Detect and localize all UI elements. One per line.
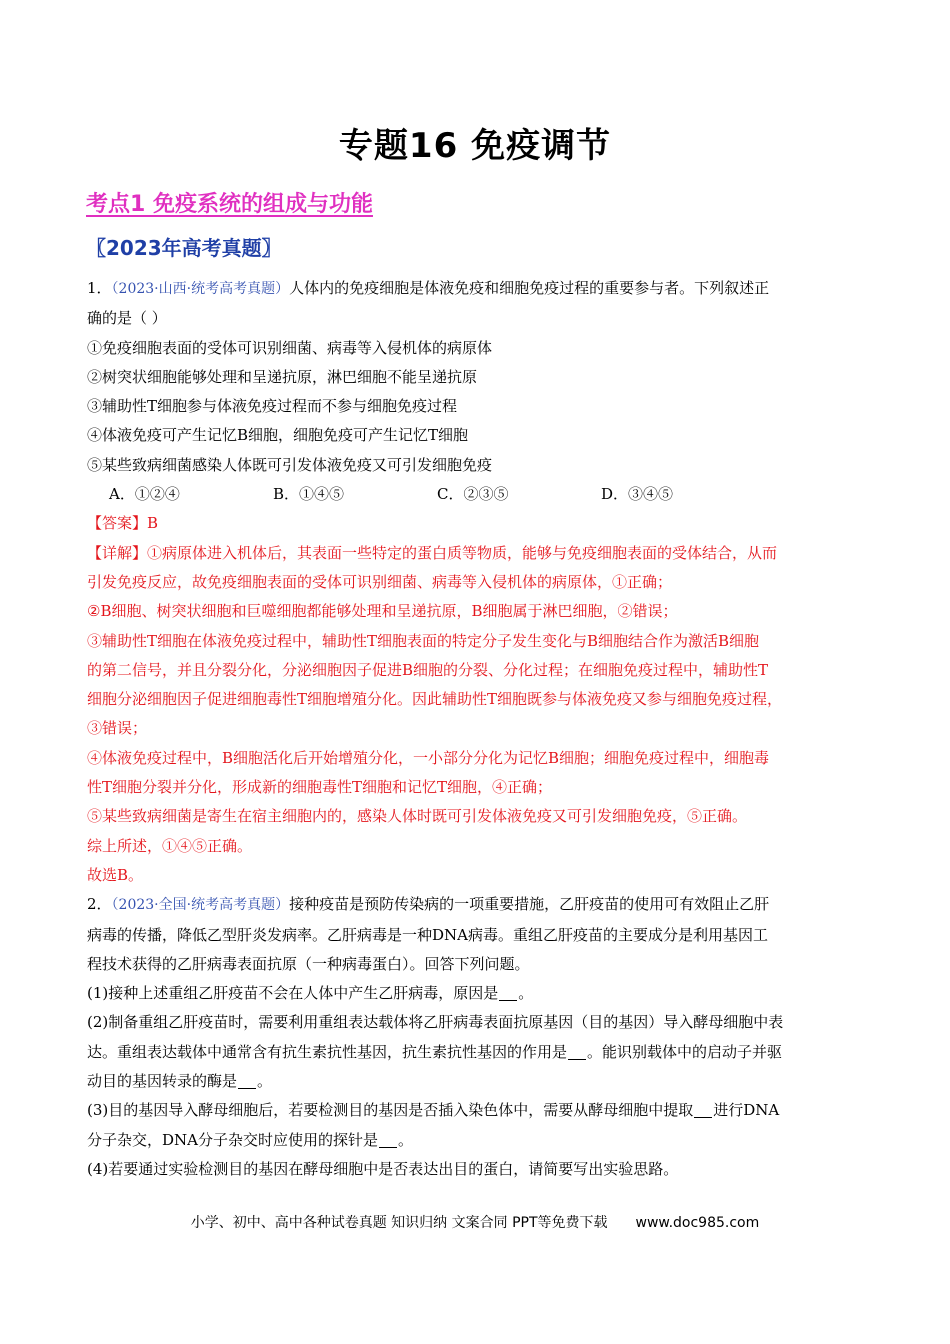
q2-part-4: (4)若要通过实验检测目的基因在酵母细胞中是否表达出目的蛋白，请简要写出实验思路。 — [87, 1159, 679, 1178]
analysis-line: ②B细胞、树突状细胞和巨噬细胞都能够处理和呈递抗原，B细胞属于淋巴细胞，②错误； — [87, 602, 678, 621]
q1-item: ③辅助性T细胞参与体液免疫过程而不参与细胞免疫过程 — [87, 397, 458, 416]
analysis-line: ③辅助性T细胞在体液免疫过程中，辅助性T细胞表面的特定分子发生变化与B细胞结合作为激活B细胞 — [87, 631, 760, 650]
q2-source: （2023·全国·统考高考真题） — [111, 897, 290, 914]
q2-part-2: (2)制备重组乙肝疫苗时，需要利用重组表达载体将乙肝病毒表面抗原基因（目的基因）导入酵母细胞中表 — [87, 1013, 784, 1032]
analysis-line: ⑤某些致病细菌是寄生在宿主细胞内的，感染人体时既可引发体液免疫又可引发细胞免疫，⑤正确。 — [87, 807, 748, 826]
q1-options — [87, 480, 865, 509]
analysis-line: 的第二信号，并且分裂分化，分泌细胞因子促进B细胞的分裂、分化过程；在细胞免疫过程中，辅助性T — [87, 660, 769, 679]
q2-part-2-cont: 动目的基因转录的酶是 。 — [87, 1072, 273, 1091]
analysis-line: 综上所述，①④⑤正确。 — [87, 836, 253, 855]
q1-stem-cont: 确的是（ ） — [87, 309, 167, 328]
q2-part-3-cont: 分子杂交，DNA分子杂交时应使用的探针是 。 — [87, 1130, 414, 1149]
page-title: 专题16 免疫调节 — [338, 126, 612, 166]
answer-blank — [379, 1132, 397, 1148]
q1-item: ⑤某些致病细菌感染人体既可引发体液免疫又可引发细胞免疫 — [87, 455, 493, 474]
q2-part-3: (3)目的基因导入酵母细胞后，若要检测目的基因是否插入染色体中，需要从酵母细胞中提取 进行DNA — [87, 1101, 780, 1120]
q1-stem: 1．（2023·山西·统考高考真题）人体内的免疫细胞是体液免疫和细胞免疫过程的重要参与者。下列叙述正 — [87, 279, 770, 297]
q2-stem: 2．（2023·全国·统考高考真题）接种疫苗是预防传染病的一项重要措施，乙肝疫苗的使用可有效阻止乙肝 — [87, 895, 770, 914]
analysis-line: ④体液免疫过程中，B细胞活化后开始增殖分化，一小部分分化为记忆B细胞；细胞免疫过程中，细胞毒 — [87, 748, 770, 767]
analysis-line: 【详解】①病原体进入机体后，其表面一些特定的蛋白质等物质，能够与免疫细胞表面的受体结合，从而 — [87, 543, 778, 562]
answer-blank — [568, 1044, 586, 1060]
analysis-line: 细胞分泌细胞因子促进细胞毒性T细胞增殖分化。因此辅助性T细胞既参与体液免疫又参与细胞免疫过程， — [87, 690, 783, 709]
q1-answer: 【答案】B — [87, 514, 159, 533]
q2-part-2-cont: 达。重组表达载体中通常含有抗生素抗性基因，抗生素抗性基因的作用是 。能识别载体中的启动子并驱 — [87, 1042, 783, 1061]
answer-blank — [499, 985, 517, 1001]
option-a: A．①②④ — [109, 485, 180, 504]
q2-part-1: (1)接种上述重组乙肝疫苗不会在人体中产生乙肝病毒，原因是 。 — [87, 984, 534, 1003]
q2-stem-cont: 程技术获得的乙肝病毒表面抗原（一种病毒蛋白）。回答下列问题。 — [87, 954, 530, 973]
option-b: B．①④⑤ — [273, 485, 345, 504]
analysis-line: 引发免疫反应，故免疫细胞表面的受体可识别细菌、病毒等入侵机体的病原体，①正确； — [87, 572, 673, 591]
subsection-heading: 〖2023年高考真题〗 — [86, 236, 282, 260]
content-body — [87, 274, 865, 1184]
q2-stem-cont: 病毒的传播，降低乙型肝炎发病率。乙肝病毒是一种DNA病毒。重组乙肝疫苗的主要成分是利用基因工 — [87, 925, 768, 944]
page-footer — [0, 1212, 950, 1232]
q1-item: ②树突状细胞能够处理和呈递抗原，淋巴细胞不能呈递抗原 — [87, 367, 478, 386]
option-c: C．②③⑤ — [437, 485, 509, 504]
analysis-line: 故选B。 — [87, 865, 144, 884]
analysis-line: ③错误； — [87, 719, 148, 738]
answer-blank — [238, 1073, 256, 1089]
answer-blank — [694, 1102, 712, 1118]
footer-text: 小学、初中、高中各种试卷真题 知识归纳 文案合同 PPT等免费下载 — [190, 1215, 608, 1231]
option-d: D．③④⑤ — [601, 485, 674, 504]
analysis-line: 性T细胞分裂并分化，形成新的细胞毒性T细胞和记忆T细胞，④正确； — [87, 778, 553, 797]
q1-item: ①免疫细胞表面的受体可识别细菌、病毒等入侵机体的病原体 — [87, 338, 493, 357]
q1-item: ④体液免疫可产生记忆B细胞，细胞免疫可产生记忆T细胞 — [87, 426, 469, 445]
section-heading: 考点1 免疫系统的组成与功能 — [86, 192, 373, 217]
q1-source: （2023·山西·统考高考真题） — [111, 281, 290, 297]
footer-url[interactable]: www.doc985.com — [635, 1215, 760, 1231]
